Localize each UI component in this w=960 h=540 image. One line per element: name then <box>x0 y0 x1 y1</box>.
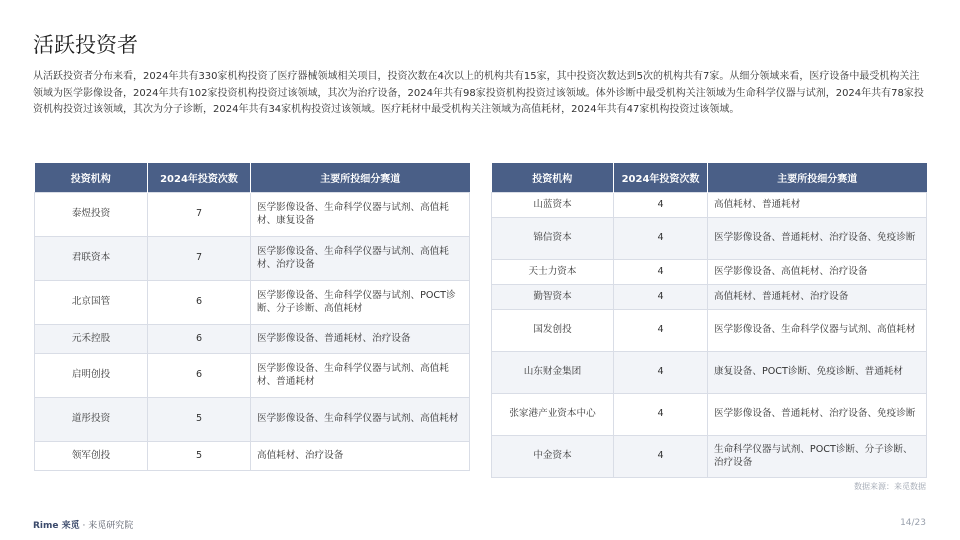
investment-count-cell: 4 <box>614 393 708 435</box>
investor-name-cell: 启明创投 <box>35 353 148 397</box>
table-row <box>492 284 927 309</box>
sub-sector-cell: 高值耗材、普通耗材 <box>708 192 927 217</box>
investor-name-cell: 元禾控股 <box>35 324 148 353</box>
investor-table-right <box>491 163 927 478</box>
investor-name-cell: 道彤投资 <box>35 397 148 441</box>
investor-name-cell: 领军创投 <box>35 441 148 470</box>
investment-count-cell: 4 <box>614 351 708 393</box>
summary-paragraph: 从活跃投资者分布来看，2024年共有330家机构投资了医疗器械领域相关项目，投资次数在4次以上的机构共有15家，其中投资次数达到5次的机构共有7家。从细分领域来看，医疗设备中最受机构关注领域为医学影像设备，2024年共有102家投资机构投资过该领域，其次为治疗设备，2024年共有98家投资机构投资过该领域。体外诊断中最受机构关注领域为生命科学仪器与试剂，2024年共有78家投资机构投资过该领域，其次为分子诊断，2024年共有34家机构投资过该领域。医疗耗材中最受机构关注领域为高值耗材，2024年共有47家机构投资过该领域。 <box>33 71 924 115</box>
investment-count-cell: 4 <box>614 309 708 351</box>
header-investor: 投资机构 <box>492 163 614 192</box>
investor-name-cell: 张家港产业资本中心 <box>492 393 614 435</box>
table-row <box>492 192 927 217</box>
investor-name-cell: 国发创投 <box>492 309 614 351</box>
header-areas: 主要所投细分赛道 <box>251 163 470 192</box>
data-source: 数据来源：来觅数据 <box>854 482 926 491</box>
footer-brand <box>33 518 133 531</box>
investor-name-cell: 山东财金集团 <box>492 351 614 393</box>
sub-sector-cell: 高值耗材、普通耗材、治疗设备 <box>708 284 927 309</box>
investment-count-cell: 4 <box>614 284 708 309</box>
page-title: 活跃投资者 <box>33 33 138 57</box>
investment-count-cell: 5 <box>148 397 251 441</box>
investor-name-cell: 中金资本 <box>492 435 614 477</box>
table-row <box>492 259 927 284</box>
table-row <box>35 192 470 236</box>
investment-count-cell: 4 <box>614 259 708 284</box>
sub-sector-cell: 医学影像设备、生命科学仪器与试剂、高值耗材、康复设备 <box>251 192 470 236</box>
investment-count-cell: 4 <box>614 217 708 259</box>
table-row <box>492 393 927 435</box>
sub-sector-cell: 医学影像设备、生命科学仪器与试剂、高值耗材、普通耗材 <box>251 353 470 397</box>
investor-name-cell: 勤智资本 <box>492 284 614 309</box>
investor-name-cell: 山蓝资本 <box>492 192 614 217</box>
sub-sector-cell: 生命科学仪器与试剂、POCT诊断、分子诊断、治疗设备 <box>708 435 927 477</box>
sub-sector-cell: 医学影像设备、生命科学仪器与试剂、高值耗材 <box>251 397 470 441</box>
investment-count-cell: 6 <box>148 280 251 324</box>
sub-sector-cell: 医学影像设备、生命科学仪器与试剂、POCT诊断、分子诊断、高值耗材 <box>251 280 470 324</box>
table-row <box>35 280 470 324</box>
sub-sector-cell: 医学影像设备、生命科学仪器与试剂、高值耗材 <box>708 309 927 351</box>
table-header-row <box>35 163 470 192</box>
sub-sector-cell: 康复设备、POCT诊断、免疫诊断、普通耗材 <box>708 351 927 393</box>
investor-name-cell: 天士力资本 <box>492 259 614 284</box>
header-count: 2024年投资次数 <box>614 163 708 192</box>
table-row <box>492 309 927 351</box>
sub-sector-cell: 医学影像设备、生命科学仪器与试剂、高值耗材、治疗设备 <box>251 236 470 280</box>
brand-logo-text: Rime 来觅 <box>33 521 80 531</box>
table-row <box>35 441 470 470</box>
table-row <box>35 236 470 280</box>
investment-count-cell: 5 <box>148 441 251 470</box>
header-investor: 投资机构 <box>35 163 148 192</box>
table-row <box>492 217 927 259</box>
investor-table-left <box>34 163 470 471</box>
sub-sector-cell: 高值耗材、治疗设备 <box>251 441 470 470</box>
investor-name-cell: 北京国管 <box>35 280 148 324</box>
table-row <box>35 397 470 441</box>
header-count: 2024年投资次数 <box>148 163 251 192</box>
investment-count-cell: 7 <box>148 236 251 280</box>
table-row <box>492 435 927 477</box>
investment-count-cell: 7 <box>148 192 251 236</box>
investment-count-cell: 4 <box>614 192 708 217</box>
table-header-row <box>492 163 927 192</box>
table-row <box>492 351 927 393</box>
institute-name: 来觅研究院 <box>88 521 134 531</box>
brand-separator: · <box>82 521 86 531</box>
table-row <box>35 353 470 397</box>
table-row <box>35 324 470 353</box>
sub-sector-cell: 医学影像设备、普通耗材、治疗设备、免疫诊断 <box>708 393 927 435</box>
sub-sector-cell: 医学影像设备、普通耗材、治疗设备、免疫诊断 <box>708 217 927 259</box>
sub-sector-cell: 医学影像设备、普通耗材、治疗设备 <box>251 324 470 353</box>
investor-name-cell: 君联资本 <box>35 236 148 280</box>
header-areas: 主要所投细分赛道 <box>708 163 927 192</box>
sub-sector-cell: 医学影像设备、高值耗材、治疗设备 <box>708 259 927 284</box>
investment-count-cell: 6 <box>148 353 251 397</box>
investor-name-cell: 泰煜投资 <box>35 192 148 236</box>
investor-name-cell: 锦信资本 <box>492 217 614 259</box>
investment-count-cell: 6 <box>148 324 251 353</box>
investment-count-cell: 4 <box>614 435 708 477</box>
page-number: 14/23 <box>900 518 926 528</box>
